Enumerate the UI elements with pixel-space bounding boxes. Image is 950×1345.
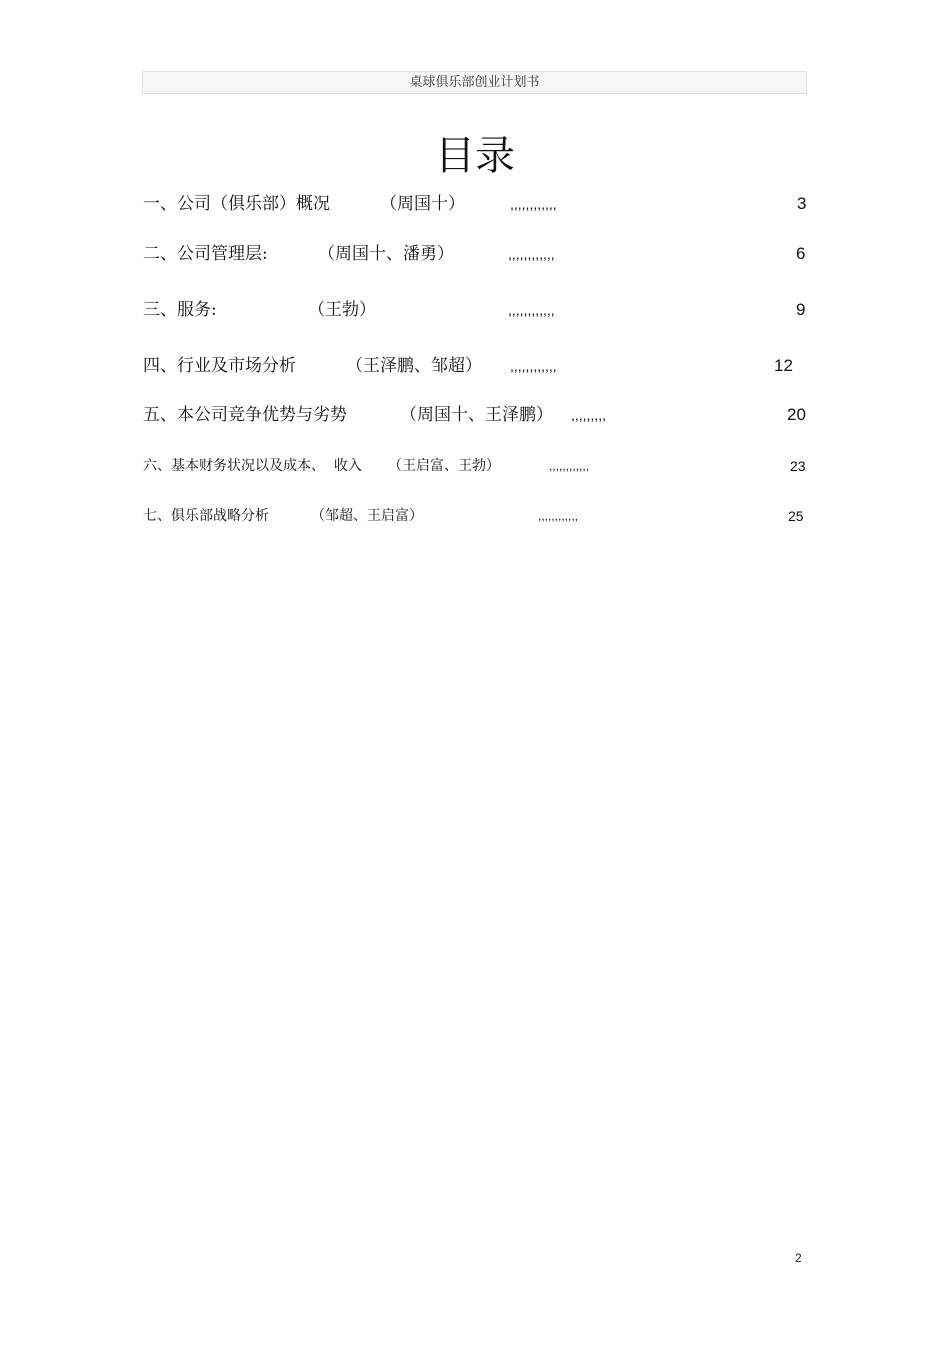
toc-entry-page: 3 <box>797 194 807 213</box>
toc-entry[interactable] <box>0 400 950 430</box>
toc-entry-leader: ,,,,,,,,,,,, <box>508 246 555 262</box>
toc-entry[interactable] <box>0 295 950 325</box>
toc-entry-authors: （王泽鹏、邹超） <box>346 356 482 376</box>
page-number: 2 <box>795 1251 802 1265</box>
toc-entry-authors: （王启富、王勃） <box>388 458 500 474</box>
toc-entry-title: 六、基本财务状况以及成本、 收入 <box>143 458 362 474</box>
toc-entry-page: 20 <box>787 405 806 424</box>
toc-entry-authors: （周国十） <box>380 194 465 214</box>
toc-entry[interactable] <box>0 451 950 481</box>
running-header <box>142 71 807 94</box>
toc-entry-page: 6 <box>796 244 806 263</box>
toc-entry-title: 三、服务: <box>143 300 217 320</box>
toc-entry-authors: （王勃） <box>308 300 376 320</box>
toc-entry-leader: ,,,,,,,,,,,, <box>538 509 579 523</box>
toc-entry-title: 二、公司管理层: <box>143 244 268 264</box>
toc-entry[interactable] <box>0 239 950 269</box>
toc-entry-authors: （周国十、王泽鹏） <box>400 405 553 425</box>
toc-entry-leader: ,,,,,,,,,,,, <box>549 459 590 473</box>
toc-entry[interactable] <box>0 351 950 381</box>
toc-entry-page: 25 <box>788 508 804 524</box>
toc-entry-leader: ,,,,,,,,,,,, <box>510 358 557 374</box>
toc-entry-page: 9 <box>796 300 806 319</box>
toc-entry-page: 23 <box>790 458 806 474</box>
toc-entry[interactable] <box>0 189 950 219</box>
toc-entry-title: 一、公司（俱乐部）概况 <box>143 194 330 214</box>
toc-entry-authors: （周国十、潘勇） <box>318 244 454 264</box>
toc-entry-title: 四、行业及市场分析 <box>143 356 296 376</box>
toc-entry-leader: ,,,,,,,,, <box>571 407 607 423</box>
toc-entry-authors: （邹超、王启富） <box>311 508 423 524</box>
page-title: 目录 <box>435 133 515 179</box>
running-header-title: 桌球俱乐部创业计划书 <box>409 75 540 90</box>
toc-entry-title: 五、本公司竞争优势与劣势 <box>143 405 347 425</box>
toc-entry-page: 12 <box>774 356 793 375</box>
toc-entry[interactable] <box>0 501 950 531</box>
toc-entry-leader: ,,,,,,,,,,,, <box>508 302 555 318</box>
toc-entry-leader: ,,,,,,,,,,,, <box>510 196 557 212</box>
toc-entry-title: 七、俱乐部战略分析 <box>143 508 269 524</box>
